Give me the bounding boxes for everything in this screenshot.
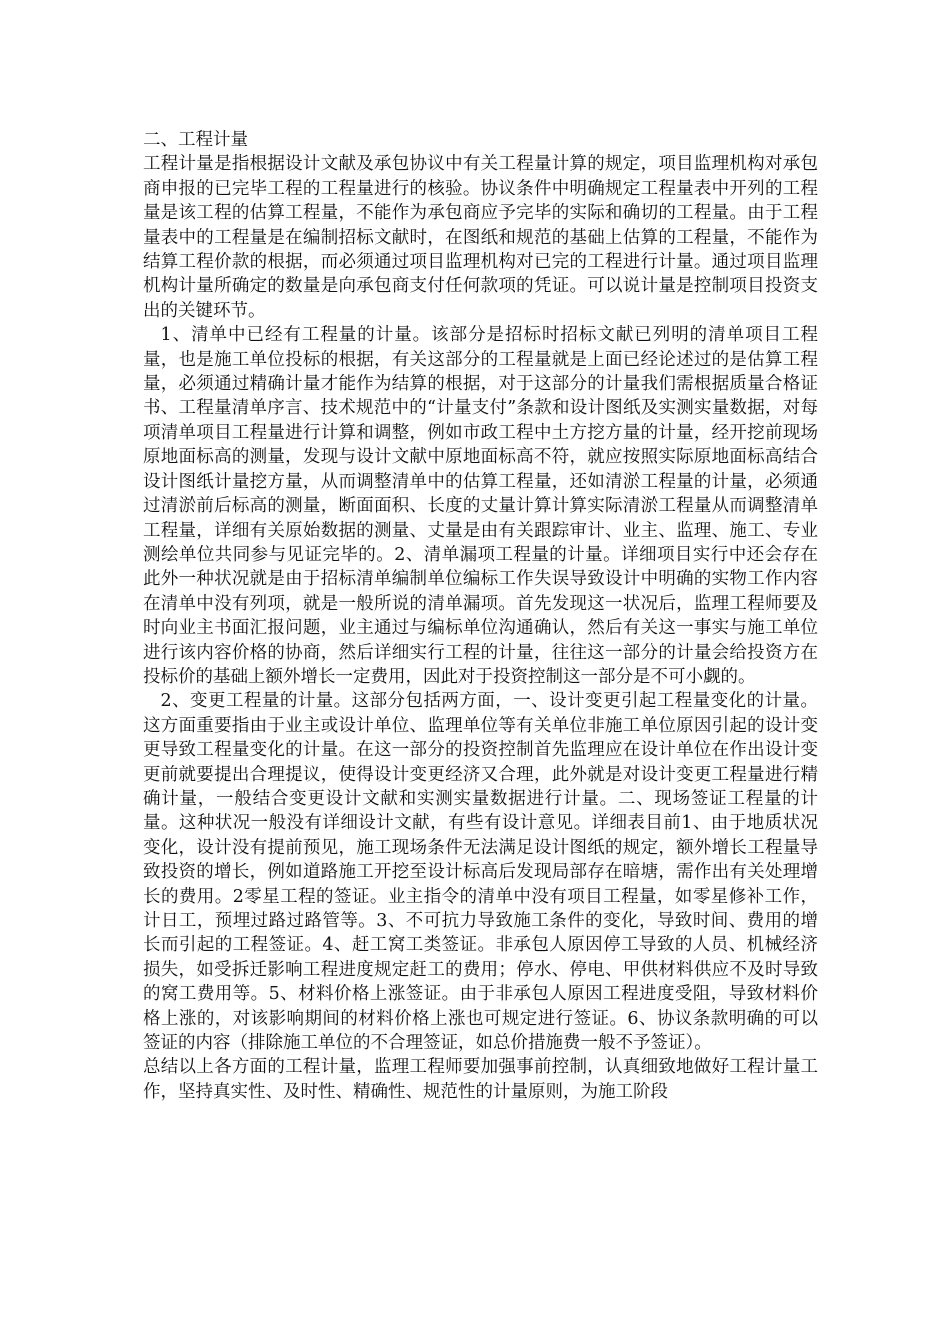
document-page bbox=[143, 128, 818, 1104]
paragraph-item-1: 1、清单中已经有工程量的计量。该部分是招标时招标文献已列明的清单项目工程量，也是施工单位投标的根据，有关这部分的工程量就是上面已经论述过的是估算工程量，必须通过精确计量才能作为结算的根据，对于这部分的计量我们需根据质量合格证书、工程量清单序言、技术规范中的“计量支付”条款和设计图纸及实测实量数据，对每项清单项目工程量进行计算和调整，例如市政工程中土方挖方量的计量，经开挖前现场原地面标高的测量，发现与设计文献中原地面标高不符，就应按照实际原地面标高结合设计图纸计量挖方量，从而调整清单中的估算工程量，还如清淤工程量的计量，必须通过清淤前后标高的测量，断面面积、长度的丈量计算计算实际清淤工程量从而调整清单工程量，详细有关原始数据的测量、丈量是由有关跟踪审计、业主、监理、施工、专业测绘单位共同参与见证完毕的。2、清单漏项工程量的计量。详细项目实行中还会存在此外一种状况就是由于招标清单编制单位编标工作失误导致设计中明确的实物工作内容在清单中没有列项，就是一般所说的清单漏项。首先发现这一状况后，监理工程师要及时向业主书面汇报问题，业主通过与编标单位沟通确认，然后有关这一事实与施工单位进行该内容价格的协商，然后详细实行工程的计量，往往这一部分的计量会给投资方在投标价的基础上额外增长一定费用，因此对于投资控制这一部分是不可小觑的。 bbox=[143, 325, 818, 687]
paragraph-intro: 工程计量是指根据设计文献及承包协议中有关工程量计算的规定，项目监理机构对承包商申报的已完毕工程的工程量进行的核验。协议条件中明确规定工程量表中开列的工程量是该工程的估算工程量，不能作为承包商应予完毕的实际和确切的工程量。由于工程量表中的工程量是在编制招标文献时，在图纸和规范的基础上估算的工程量，不能作为结算工程价款的根据，而必须通过项目监理机构对已完的工程进行计量。通过项目监理机构计量所确定的数量是向承包商支付任何款项的凭证。可以说计量是控制项目投资支出的关键环节。 bbox=[143, 154, 818, 321]
paragraph-item-2: 2、变更工程量的计量。这部分包括两方面，一、设计变更引起工程量变化的计量。这方面重要指由于业主或设计单位、监理单位等有关单位非施工单位原因引起的设计变更导致工程量变化的计量。在这一部分的投资控制首先监理应在设计单位在作出设计变更前就要提出合理提议，使得设计变更经济又合理，此外就是对设计变更工程量进行精确计量，一般结合变更设计文献和实测实量数据进行计量。二、现场签证工程量的计量。这种状况一般没有详细设计文献，有些有设计意见。详细表目前1、由于地质状况变化，设计没有提前预见，施工现场条件无法满足设计图纸的规定，额外增长工程量导致投资的增长，例如道路施工开挖至设计标高后发现局部存在暗塘，需作出有关处理增长的费用。2零星工程的签证。业主指令的清单中没有项目工程量，如零星修补工作，计日工，预埋过路过路管等。3、不可抗力导致施工条件的变化，导致时间、费用的增长而引起的工程签证。4、赶工窝工类签证。非承包人原因停工导致的人员、机械经济损失，如受拆迁影响工程进度规定赶工的费用；停水、停电、甲供材料供应不及时导致的窝工费用等。5、材料价格上涨签证。由于非承包人原因工程进度受阻，导致材料价格上涨的，对该影响期间的材料价格上涨也可规定进行签证。6、协议条款明确的可以签证的内容（排除施工单位的不合理签证，如总价措施费一般不予签证）。 bbox=[143, 691, 818, 1054]
paragraph-summary: 总结以上各方面的工程计量，监理工程师要加强事前控制，认真细致地做好工程计量工作，坚持真实性、及时性、精确性、规范性的计量原则，为施工阶段 bbox=[143, 1057, 818, 1102]
section-heading: 二、工程计量 bbox=[143, 130, 248, 150]
